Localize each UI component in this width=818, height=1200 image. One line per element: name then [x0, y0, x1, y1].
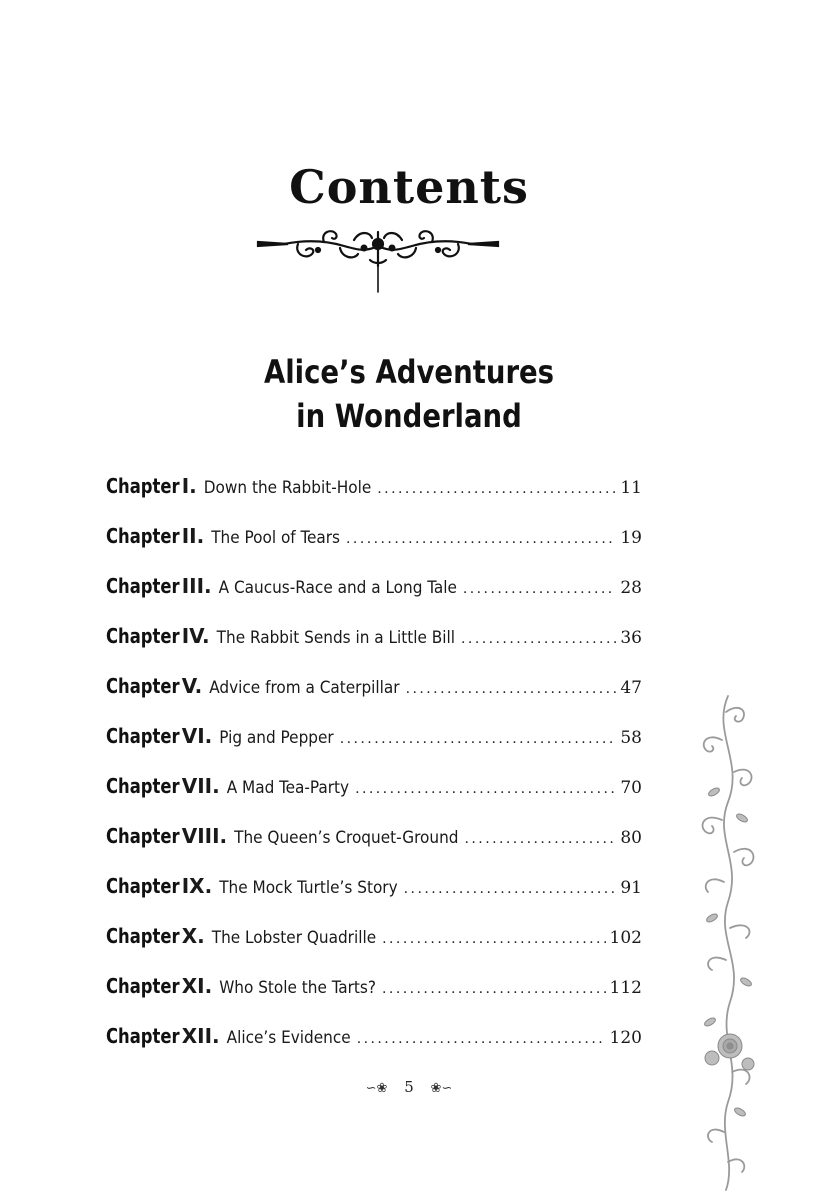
chapter-numeral: V.: [181, 674, 203, 698]
folio-ornament-left-icon: ∽❀: [365, 1081, 388, 1096]
table-of-contents: [106, 474, 642, 1074]
chapter-label: Chapter: [106, 924, 180, 948]
chapter-label: Chapter: [106, 624, 180, 648]
chapter-label: Chapter: [106, 874, 180, 898]
dot-leader: [382, 981, 606, 997]
chapter-title: The Queen’s Croquet-Ground: [234, 828, 459, 848]
toc-entry-1[interactable]: [106, 474, 642, 524]
chapter-title: The Pool of Tears: [211, 528, 341, 548]
toc-entry-4[interactable]: [106, 624, 642, 674]
chapter-numeral: XII.: [181, 1024, 220, 1048]
toc-entry-10[interactable]: [106, 924, 642, 974]
scroll-flourish-icon: [254, 226, 502, 296]
chapter-title: Pig and Pepper: [219, 728, 334, 748]
chapter-numeral: III.: [181, 574, 212, 598]
chapter-numeral: VII.: [181, 774, 220, 798]
chapter-title: The Rabbit Sends in a Little Bill: [216, 628, 456, 648]
dot-leader: [404, 881, 617, 897]
dot-leader: [463, 581, 617, 597]
chapter-page-number: 58: [620, 728, 642, 748]
chapter-label: Chapter: [106, 774, 180, 798]
chapter-title: Advice from a Caterpillar: [209, 678, 400, 698]
toc-entry-12[interactable]: [106, 1024, 642, 1074]
chapter-title: The Lobster Quadrille: [211, 928, 377, 948]
rose-vine-icon: [692, 692, 764, 1192]
chapter-title: Down the Rabbit-Hole: [203, 478, 372, 498]
chapter-label: Chapter: [106, 724, 180, 748]
toc-entry-11[interactable]: [106, 974, 642, 1024]
toc-entry-2[interactable]: [106, 524, 642, 574]
chapter-numeral: VIII.: [181, 824, 228, 848]
chapter-title: A Mad Tea-Party: [226, 778, 350, 798]
chapter-page-number: 70: [620, 778, 642, 798]
chapter-numeral: I.: [181, 474, 197, 498]
chapter-page-number: 120: [609, 1028, 642, 1048]
chapter-page-number: 36: [620, 628, 642, 648]
chapter-page-number: 80: [620, 828, 642, 848]
chapter-page-number: 11: [620, 478, 642, 498]
chapter-label: Chapter: [106, 474, 180, 498]
page-title: Contents: [289, 160, 529, 214]
chapter-numeral: X.: [181, 924, 205, 948]
toc-entry-3[interactable]: [106, 574, 642, 624]
dot-leader: [377, 481, 616, 497]
chapter-label: Chapter: [106, 524, 180, 548]
dot-leader: [355, 781, 616, 797]
chapter-page-number: 112: [609, 978, 642, 998]
chapter-numeral: XI.: [181, 974, 213, 998]
toc-entry-9[interactable]: [106, 874, 642, 924]
chapter-page-number: 28: [620, 578, 642, 598]
toc-entry-8[interactable]: [106, 824, 642, 874]
book-title: [57, 350, 760, 438]
chapter-label: Chapter: [106, 974, 180, 998]
chapter-label: Chapter: [106, 574, 180, 598]
chapter-page-number: 102: [609, 928, 642, 948]
chapter-label: Chapter: [106, 824, 180, 848]
dot-leader: [382, 931, 605, 947]
chapter-label: Chapter: [106, 1024, 180, 1048]
page-number: 5: [404, 1078, 414, 1096]
chapter-label: Chapter: [106, 674, 180, 698]
chapter-page-number: 91: [620, 878, 642, 898]
dot-leader: [340, 731, 617, 747]
chapter-title: The Mock Turtle’s Story: [219, 878, 398, 898]
chapter-page-number: 19: [620, 528, 642, 548]
dot-leader: [357, 1031, 606, 1047]
chapter-numeral: IV.: [181, 624, 210, 648]
folio-ornament-right-icon: ❀∽: [430, 1081, 453, 1096]
dot-leader: [406, 681, 617, 697]
book-title-line-2: in Wonderland: [296, 397, 522, 435]
chapter-page-number: 47: [620, 678, 642, 698]
chapter-title: A Caucus-Race and a Long Tale: [218, 578, 457, 598]
chapter-numeral: VI.: [181, 724, 213, 748]
book-title-line-1: Alice’s Adventures: [263, 353, 555, 391]
toc-entry-5[interactable]: [106, 674, 642, 724]
dot-leader: [346, 531, 616, 547]
chapter-title: Alice’s Evidence: [226, 1028, 351, 1048]
chapter-numeral: IX.: [181, 874, 213, 898]
dot-leader: [461, 631, 616, 647]
toc-entry-6[interactable]: [106, 724, 642, 774]
dot-leader: [465, 831, 617, 847]
chapter-title: Who Stole the Tarts?: [219, 978, 377, 998]
chapter-numeral: II.: [181, 524, 205, 548]
toc-entry-7[interactable]: [106, 774, 642, 824]
